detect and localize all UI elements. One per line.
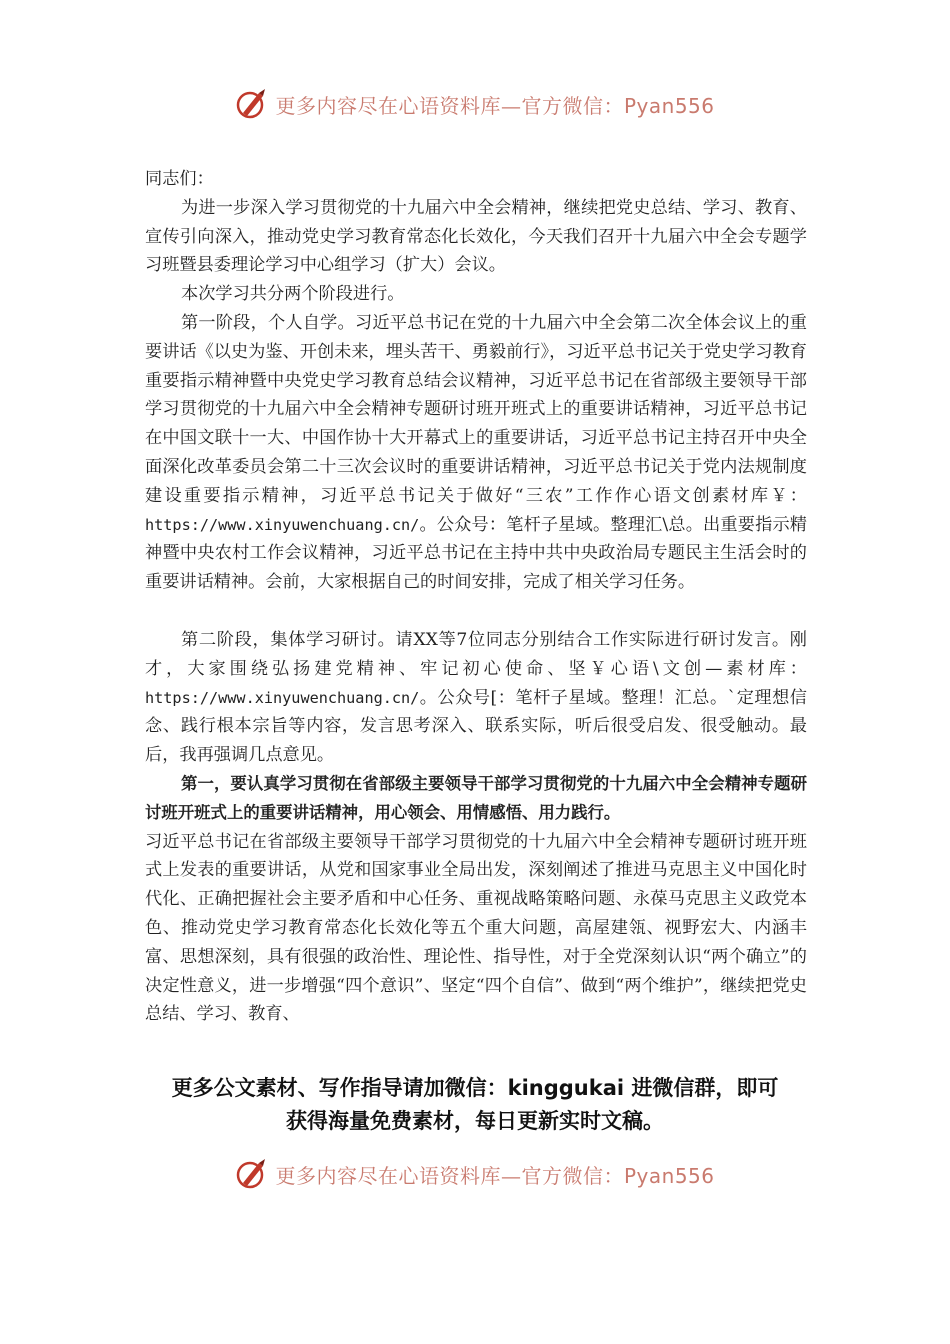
footer-banner-text: 更多内容尽在心语资料库—官方微信：	[275, 1163, 624, 1188]
paragraph-stages: 本次学习共分两个阶段进行。	[181, 284, 405, 305]
pen-logo-icon	[235, 87, 269, 121]
point-one-heading: 第一，要认真学习贯彻在省部级主要领导干部学习贯彻党的十九届六中全会精神专题研讨班开班式上的重要讲话精神，用心领会、用情感悟、用力践行。	[145, 773, 807, 822]
header-banner	[0, 84, 950, 124]
header-banner-wechat: Pyan556	[623, 93, 715, 118]
stage-two-text: 第二阶段，集体学习研讨。请XX等7位同志分别结合工作实际进行研讨发言。刚才，大家围绕弘扬建党精神、牢记初心使命、坚￥心语\文创—素材库：	[145, 629, 807, 679]
paragraph-intro: 为进一步深入学习贯彻党的十九届六中全会精神，继续把党史总结、学习、教育、宣传引向深入，推动党史学习教育常态化长效化，今天我们召开十九届六中全会专题学习班暨县委理论学习中心组学习（扩大）会议。	[145, 197, 807, 276]
paragraph-gap	[145, 597, 807, 626]
footer-banner-wechat: Pyan556	[623, 1163, 715, 1188]
promo-line-2: 获得海量免费素材，每日更新实时文稿。	[286, 1109, 664, 1133]
pen-logo-icon	[235, 1157, 269, 1191]
promo-line-1: 更多公文素材、写作指导请加微信：kinggukai 进微信群，即可	[171, 1076, 779, 1100]
header-banner-text: 更多内容尽在心语资料库—官方微信：	[275, 93, 624, 118]
paragraph-stage-two	[145, 626, 807, 770]
footer-banner	[0, 1154, 950, 1194]
stage-one-text: 第一阶段，个人自学。习近平总书记在党的十九届六中全会第二次全体会议上的重要讲话《以史为鉴、开创未来，埋头苦干、勇毅前行》，习近平总书记关于党史学习教育重要指示精神暨中央党史学习教育总结会议精神，习近平总书记在省部级主要领导干部学习贯彻党的十九届六中全会精神专题研讨班开班式上的重要讲话精神，习近平总书记在中国文联十一大、中国作协十大开幕式上的重要讲话，习近平总书记主持召开中央全面深化改革委员会第二十三次会议时的重要讲话精神，习近平总书记关于党内法规制度建设重要指示精神，习近平总书记关于做好“三农”工作作心语文创素材库￥：	[145, 312, 807, 506]
document-body	[145, 165, 807, 1029]
salutation: 同志们：	[145, 169, 214, 189]
promo-notice	[0, 1072, 950, 1138]
paragraph-stage-one	[145, 309, 807, 597]
stage-one-text-2: 。公众号：笔杆子星域。整理汇\总。出重要指示精神暨中央农村工作会议精神，习近平总书记在主持中共中央政治局专题民主生活会时的重要讲话精神。会前，大家根据自己的时间安排，完成了相关学习任务。	[145, 514, 807, 593]
stage-two-url: https://www.xinyuwenchuang.cn/	[145, 688, 420, 707]
stage-two-text-2: 。公众号[：笔杆子星域。整理！汇总。`定理想信念、践行根本宗旨等内容，发言思考深入、联系实际，听后很受启发、很受触动。最后，我再强调几点意见。	[145, 687, 807, 766]
stage-one-url: https://www.xinyuwenchuang.cn/	[145, 515, 420, 534]
point-one-body: 习近平总书记在省部级主要领导干部学习贯彻党的十九届六中全会精神专题研讨班开班式上发表的重要讲话，从党和国家事业全局出发，深刻阐述了推进马克思主义中国化时代化、正确把握社会主要矛盾和中心任务、重视战略策略问题、永葆马克思主义政党本色、推动党史学习教育常态化长效化等五个重大问题，高屋建瓴、视野宏大、内涵丰富、思想深刻，具有很强的政治性、理论性、指导性，对于全党深刻认识“两个确立”的决定性意义，进一步增强“四个意识”、坚定“四个自信”、做到“两个维护”，继续把党史总结、学习、教育、	[145, 831, 807, 1025]
